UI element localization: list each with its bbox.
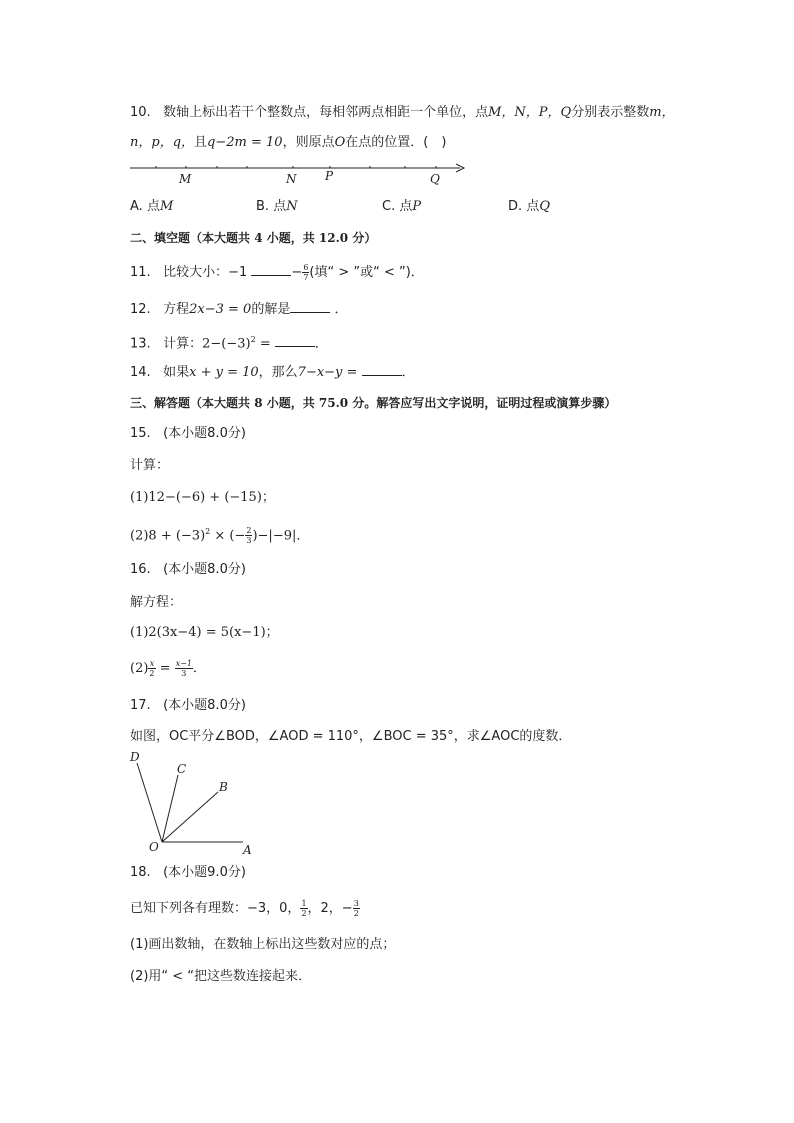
q15-header <box>130 425 246 443</box>
q10-text-c: 且 <box>194 135 208 150</box>
ray-ob <box>162 792 218 842</box>
q15-fraction: $\frac{2}{3}$ <box>246 526 252 546</box>
q17-number: 17. <box>130 698 151 713</box>
q17-angle-figure <box>125 748 265 858</box>
q16-header <box>130 561 246 579</box>
section2-heading: 二、填空题（本大题共 4 小题，共 12.0 分） <box>130 231 377 245</box>
label-o: O <box>149 840 159 854</box>
label-a: A <box>243 843 252 857</box>
q16-number: 16. <box>130 562 151 577</box>
q11-answer-blank[interactable] <box>251 263 291 276</box>
q15-score: (本小题8.0分) <box>163 426 246 441</box>
q14-answer-blank[interactable] <box>362 363 402 376</box>
q10-text-b: 分别表示整数 <box>571 105 650 120</box>
q18-three-halves: $\frac{3}{2}$ <box>353 899 359 918</box>
q16-part1: (1)2(3x−4) = 5(x−1)； <box>130 625 279 640</box>
q17-score: (本小题8.0分) <box>163 698 246 713</box>
q10-text-d: ，则原点 <box>282 135 335 150</box>
q14-number: 14. <box>130 365 151 380</box>
q18-prompt: 已知下列各有理数：−3，0， $\frac{1}{2}$ ，2，− $\frac{3}{2}$ <box>130 899 359 918</box>
q10-vars-line2: n，p，q， <box>130 135 195 150</box>
q17-header <box>130 697 246 715</box>
q18-header <box>130 864 246 882</box>
q13-number: 13. <box>130 336 151 352</box>
q18-number: 18. <box>130 865 151 880</box>
q16-right-fraction: $\frac{x-1}{3}$ <box>175 659 192 678</box>
section3-heading: 三、解答题（本大题共 8 小题，共 75.0 分。解答应写出文字说明，证明过程或演算步骤） <box>130 396 617 410</box>
q10-origin-label: O <box>334 135 346 150</box>
q14: 14. 如果x + y = 10，那么7−x−y = ． <box>130 365 415 380</box>
ray-od <box>137 763 162 842</box>
q18-half: $\frac{1}{2}$ <box>301 899 307 918</box>
numberline-label-q: Q <box>430 172 440 186</box>
q10-text-a: 数轴上标出若干个整数点，每相邻两点相距一个单位，点 <box>163 105 489 120</box>
q18-score: (本小题9.0分) <box>163 865 246 880</box>
option-b[interactable]: B. 点N <box>256 199 298 214</box>
q12: 12. 方程2x−3 = 0的解是 ． <box>130 302 348 317</box>
numberline-label-n: N <box>286 172 297 186</box>
numberline-label-m: M <box>179 172 192 186</box>
q15-prompt: 计算： <box>130 458 170 473</box>
q10-var-m: m， <box>649 105 675 120</box>
q16-part2: (2) $\frac{x}{2}$ = $\frac{x-1}{3}$ ． <box>130 659 207 678</box>
q11-fraction: $\frac{6}{7}$ <box>303 263 309 282</box>
q15-number: 15. <box>130 426 151 441</box>
q11: 11. 比较大小：−1 − $\frac{6}{7}$ (填“ > ”或“ < ”)． <box>130 263 424 282</box>
ray-oc <box>162 775 178 842</box>
q10-text-e: 在点的位置．( ) <box>345 135 447 150</box>
option-c[interactable]: C. 点P <box>382 199 422 214</box>
option-a[interactable]: A. 点M <box>130 199 174 214</box>
q13: 13. 计算：$2-(-3)^2$ = ． <box>130 335 328 352</box>
q16-left-fraction: $\frac{x}{2}$ <box>149 659 155 678</box>
q10-equation: q−2m = 10 <box>207 135 283 150</box>
q17-text: 如图，OC平分∠BOD，∠AOD = 110°，∠BOC = 35°，求∠AOC的度数． <box>130 729 572 744</box>
q15-part1: (1)12−(−6) + (−15)； <box>130 490 275 505</box>
label-b: B <box>219 780 228 794</box>
q16-score: (本小题8.0分) <box>163 562 246 577</box>
q10-line1 <box>130 104 675 122</box>
q12-answer-blank[interactable] <box>290 300 330 313</box>
q18-part1: (1)画出数轴，在数轴上标出这些数对应的点； <box>130 937 396 952</box>
label-c: C <box>177 762 187 776</box>
q10-number-line <box>125 158 475 188</box>
q10-number: 10. <box>130 105 151 120</box>
q16-prompt: 解方程： <box>130 595 183 610</box>
q10-line2 <box>130 134 446 152</box>
option-d[interactable]: D. 点Q <box>508 199 550 214</box>
q10-points-list: M，N，P，Q <box>488 105 572 120</box>
numberline-label-p: P <box>325 169 334 183</box>
q12-number: 12. <box>130 302 151 317</box>
q15-part2: $(2)8 + (-3)^2$ × (− $\frac{2}{3}$ )−|−9|． <box>130 526 310 546</box>
q18-part2: (2)用“ < “把这些数连接起来． <box>130 969 312 984</box>
label-d: D <box>130 750 140 764</box>
q13-answer-blank[interactable] <box>275 334 315 347</box>
q11-number: 11. <box>130 265 151 280</box>
